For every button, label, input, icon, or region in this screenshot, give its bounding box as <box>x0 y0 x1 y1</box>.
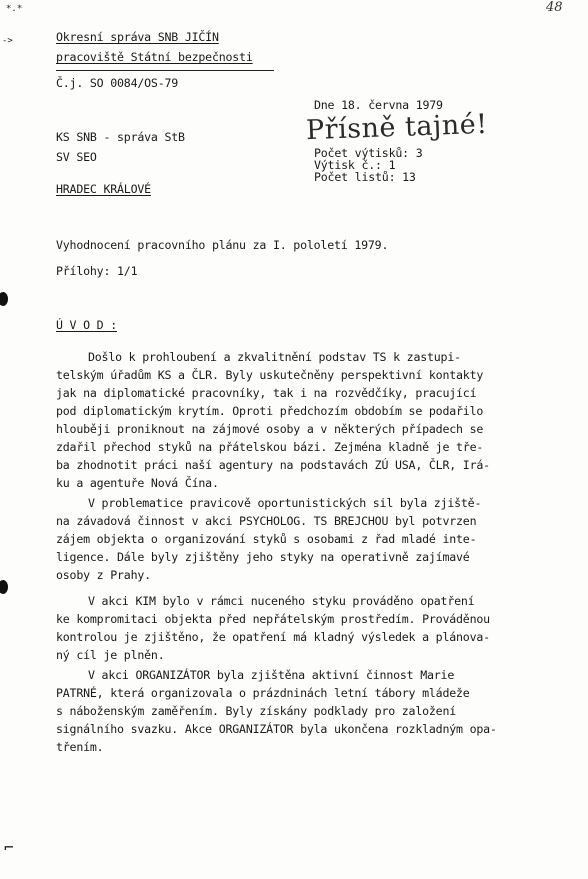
body-line: ligence. Dále byly zjištěny jeho styky na operativně zajímavé <box>56 550 470 564</box>
body-line: zájem objekta o organizování styků s osobami z řad mladé inte- <box>56 532 477 546</box>
copy-number: Výtisk č.: 1 <box>314 158 396 172</box>
margin-bracket: ⌐ <box>4 838 14 857</box>
recipient-city: HRADEC KRÁLOVÉ <box>56 182 151 196</box>
body-line: kontrolou je zjištěno, že opatření má kladný výsledek a plánova- <box>56 630 490 644</box>
body-line: V akci ORGANIZÁTOR byla zjištěna aktivní činnost Marie <box>88 668 455 682</box>
body-line: telským úřadům KS a ČLR. Byly uskutečněny perspektivní kontakty <box>56 368 484 382</box>
body-line: s náboženským zaměřením. Byly získány podklady pro založení <box>56 704 457 718</box>
body-line: ba zhodnotit práci naší agentury na podstavách ZÚ USA, ČLR, Irá- <box>56 458 490 472</box>
body-line: Došlo k prohloubení a zkvalitnění podstav TS k zastupi- <box>88 350 461 364</box>
body-line: jak na diplomatické pracovníky, tak i na rozvědčíky, pracující <box>56 386 477 400</box>
body-line: signálního svazku. Akce ORGANIZÁTOR byla ukončena rozkladným opa- <box>56 722 497 736</box>
recipient-line-2: SV SEO <box>56 150 97 164</box>
body-line: V problematice pravicově oportunistických sil byla zjiště- <box>88 496 482 510</box>
body-line: pod diplomatickým krytím. Oproti předchozím obdobím se podařilo <box>56 404 484 418</box>
classification-stamp: Přísně tajné! <box>305 108 489 147</box>
attachments-line: Přílohy: 1/1 <box>56 264 138 278</box>
body-line: ný cíl je plněn. <box>56 648 165 662</box>
sheet-count: Počet listů: 13 <box>314 170 416 184</box>
subject-line: Vyhodnocení pracovního plánu za I. pololetí 1979. <box>56 238 389 252</box>
section-title: Ú V O D : <box>56 318 118 332</box>
document-date: Dne 18. června 1979 <box>314 98 443 112</box>
body-line: ke kompromitaci objekta před nepřátelským prostředím. Prováděnou <box>56 612 490 626</box>
body-line: zdařil přechod styků na přátelskou bázi. Zejména kladně je tře- <box>56 440 484 454</box>
recipient-line-1: KS SNB - správa StB <box>56 130 185 144</box>
reference-number: Č.j. SO 0084/OS-79 <box>56 76 179 90</box>
copies-count: Počet výtisků: 3 <box>314 146 423 160</box>
handwritten-page-number: 48 <box>546 0 563 15</box>
org-line-1: Okresní správa SNB JIČÍN <box>56 30 219 44</box>
body-line: ku a agentuře Nová Čína. <box>56 476 219 490</box>
body-line: na závadová činnost v akci PSYCHOLOG. TS BREJCHOU byl potvrzen <box>56 514 477 528</box>
margin-mark: -> <box>2 36 13 46</box>
punch-hole <box>0 580 8 594</box>
org-line-2: pracoviště Státní bezpečnosti <box>56 50 253 64</box>
body-line: hlouběji proniknout na zájmové osoby a v některých případech se <box>56 422 484 436</box>
body-line: třením. <box>56 740 104 754</box>
body-line: osoby z Prahy. <box>56 568 151 582</box>
body-line: V akci KIM bylo v rámci nuceného styku prováděno opatření <box>88 594 475 608</box>
punch-hole <box>0 292 8 306</box>
header-rule <box>56 70 274 71</box>
body-line: PATRNÉ, která organizovala o prázdninách letní tábory mládeže <box>56 686 470 700</box>
corner-mark: *.* <box>6 4 23 14</box>
